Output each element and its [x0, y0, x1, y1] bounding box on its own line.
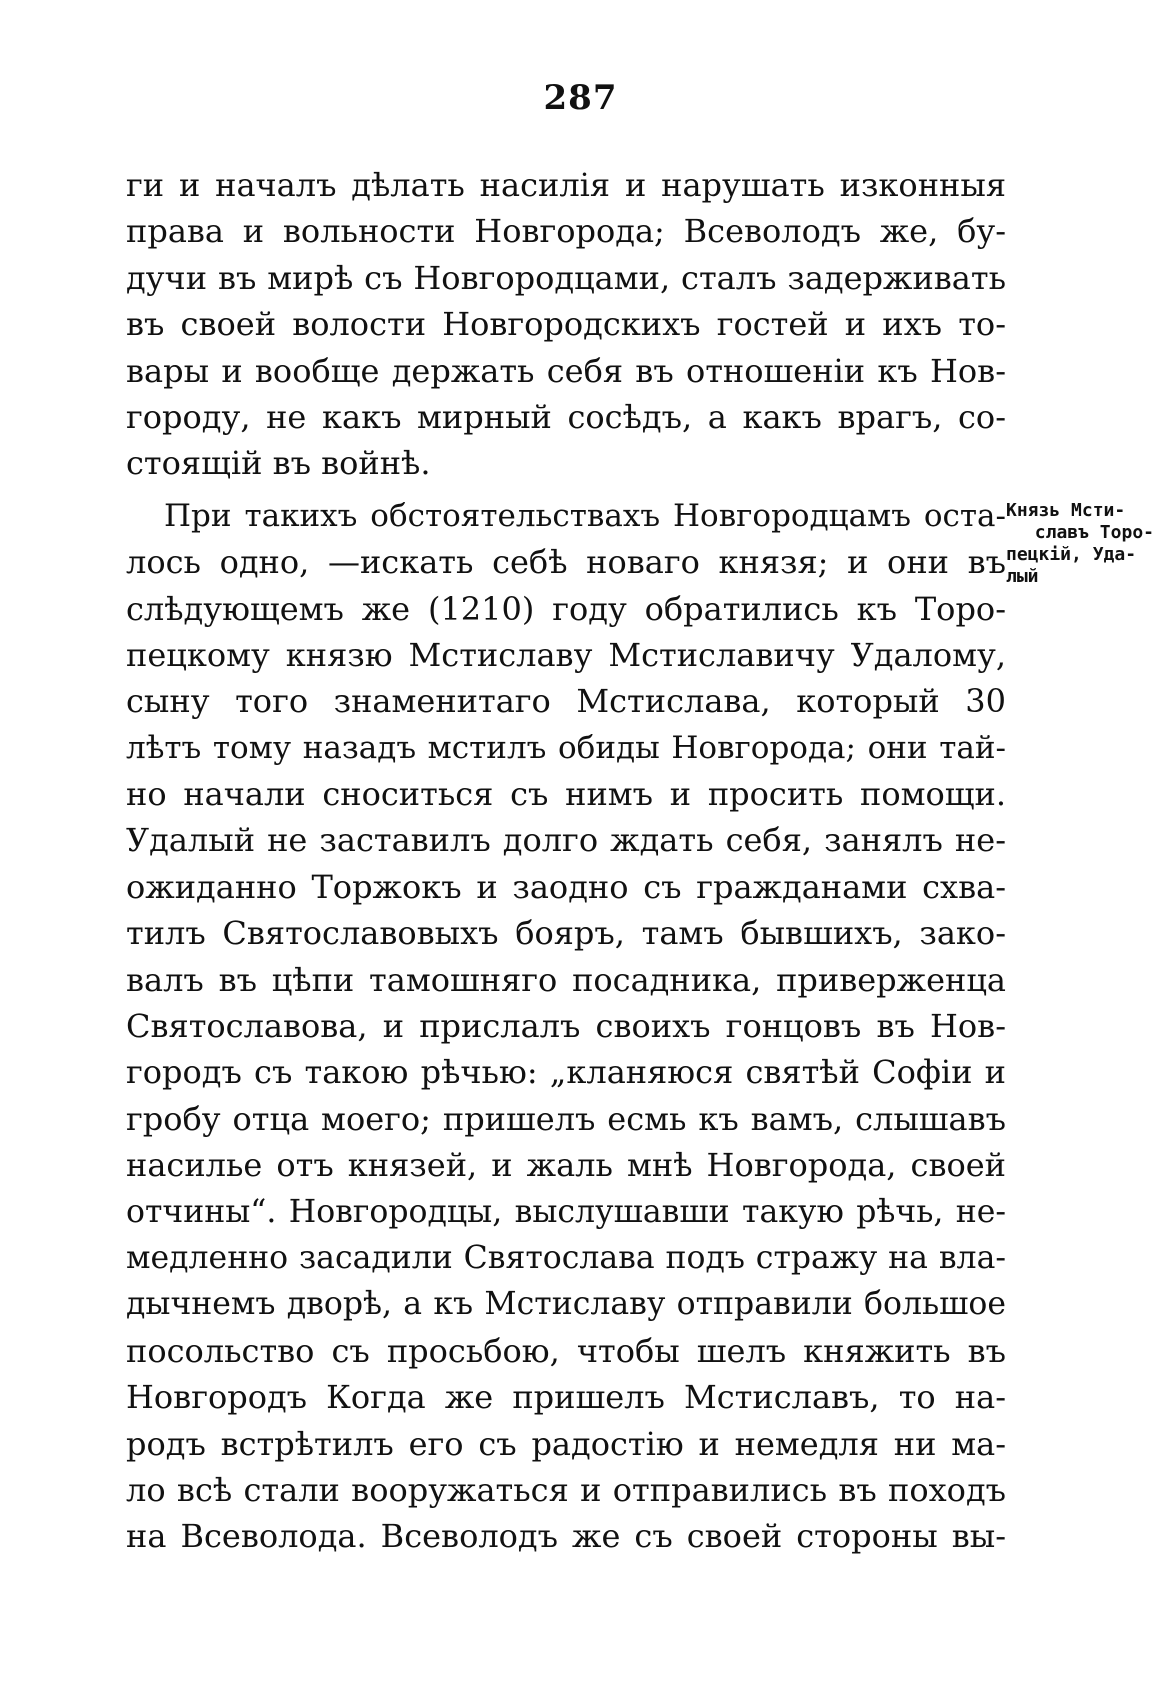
text-line: но начали сноситься съ нимъ и просить помощи.	[126, 775, 1006, 814]
text-line: ги и началъ дѣлать насилія и нарушать изконныя	[126, 166, 1006, 204]
text-line: При такихъ обстоятельствахъ Новгородцамъ оста-	[164, 497, 1006, 534]
margin-note-line: пецкій, Уда-	[1006, 544, 1137, 565]
text-line: гробу отца моего; пришелъ есмь къ вамъ, слышавъ	[126, 1099, 1006, 1138]
text-line: вары и вообще держать себя въ отношеніи къ Нов-	[126, 351, 1006, 390]
text-line: Удалый не заставилъ долго ждать себя, занялъ не-	[126, 821, 1006, 860]
text-line: городу, не какъ мирный сосѣдъ, а какъ врагъ, со-	[126, 397, 1006, 436]
text-line: стоящій въ войнѣ.	[126, 444, 431, 483]
text-line: посольство съ просьбою, чтобы шелъ княжить въ	[126, 1331, 1006, 1370]
text-line: родъ встрѣтилъ его съ радостію и немедля ни ма-	[126, 1424, 1006, 1463]
paragraph-2	[126, 493, 1006, 1560]
text-line: валъ въ цѣпи тамошняго посадника, приверженца	[126, 960, 1006, 999]
text-line: Новгородъ Когда же пришелъ Мстиславъ, то на-	[126, 1378, 1006, 1417]
text-line: въ своей волости Новгородскихъ гостей и ихъ то-	[126, 305, 1006, 344]
text-line: дучи въ мирѣ съ Новгородцами, сталъ задерживать	[126, 258, 1006, 297]
text-line: права и вольности Новгорода; Всеволодъ же, бу-	[126, 212, 1006, 251]
margin-note-line: славъ Торо-	[1034, 522, 1154, 543]
text-line: Святославова, и прислалъ своихъ гонцовъ въ Нов-	[126, 1007, 1006, 1046]
text-line: отчины“. Новгородцы, выслушавши такую рѣчь, не-	[126, 1193, 1006, 1230]
margin-note-line: лый	[1006, 566, 1039, 587]
body-text	[126, 162, 1006, 1560]
text-line: медленно засадили Святослава подъ стражу на вла-	[126, 1239, 1006, 1276]
text-line: на Всеволода. Всеволодъ же съ своей стороны вы-	[126, 1517, 1006, 1556]
text-line: городъ съ такою рѣчью: „кланяюся святѣй Софіи и	[126, 1053, 1006, 1092]
text-line: дычнемъ дворѣ, а къ Мстиславу отправили большое	[126, 1286, 1006, 1323]
text-line: лось одно, —искать себѣ новаго князя; и они въ	[126, 543, 1006, 582]
text-line: ло всѣ стали вооружаться и отправились въ походъ	[126, 1470, 1006, 1509]
text-line: ожиданно Торжокъ и заодно съ гражданами схва-	[126, 867, 1006, 906]
text-line: тилъ Святославовыхъ бояръ, тамъ бывшихъ, зако-	[126, 914, 1006, 953]
text-line: насилье отъ князей, и жаль мнѣ Новгорода, своей	[126, 1146, 1006, 1185]
text-line: лѣтъ тому назадъ мстилъ обиды Новгорода; они тай-	[126, 729, 1006, 766]
margin-note	[1006, 500, 1156, 588]
text-line: пецкому князю Мстиславу Мстиславичу Удалому,	[126, 635, 1006, 674]
text-line: сыну того знаменитаго Мстислава, который 30	[126, 682, 1006, 721]
margin-note-line: Князь Мсти-	[1006, 500, 1126, 521]
text-line: слѣдующемъ же (1210) году обратились къ Торо-	[126, 589, 1006, 628]
paragraph-1	[126, 162, 1006, 487]
page-number: 287	[543, 78, 618, 118]
